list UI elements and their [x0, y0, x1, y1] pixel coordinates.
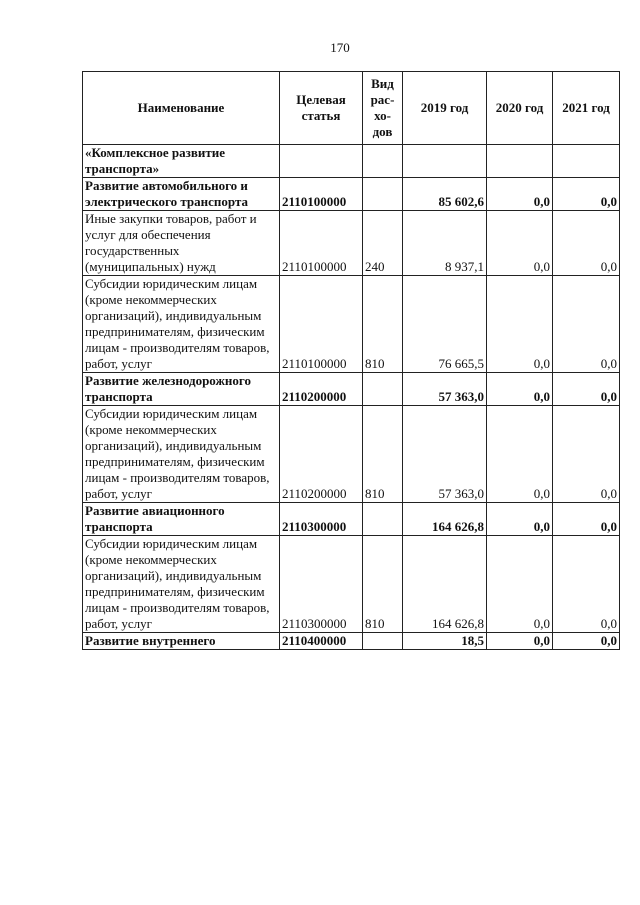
cell-2019: 164 626,8: [403, 536, 487, 633]
cell-code: 2110400000: [280, 633, 363, 650]
cell-name: «Комплексное развитие транспорта»: [83, 145, 280, 178]
cell-type: 810: [363, 406, 403, 503]
cell-code: 2110200000: [280, 406, 363, 503]
cell-2020: 0,0: [487, 503, 553, 536]
table-row: [83, 211, 620, 276]
table-row: [83, 536, 620, 633]
cell-name: Развитие внутреннего: [83, 633, 280, 650]
cell-2021: 0,0: [553, 633, 620, 650]
table-row: [83, 276, 620, 373]
header-name: Наименование: [83, 72, 280, 145]
cell-2019: 76 665,5: [403, 276, 487, 373]
cell-2021: [553, 145, 620, 178]
table-row: [83, 178, 620, 211]
cell-type: 810: [363, 536, 403, 633]
table-body: [83, 145, 620, 650]
cell-2021: 0,0: [553, 406, 620, 503]
cell-name: Иные закупки товаров, работ и услуг для обеспечения государственных (муниципальных) нужд: [83, 211, 280, 276]
cell-code: 2110100000: [280, 211, 363, 276]
cell-2019: 85 602,6: [403, 178, 487, 211]
cell-type: [363, 145, 403, 178]
table-row: [83, 503, 620, 536]
cell-2021: 0,0: [553, 373, 620, 406]
cell-code: 2110200000: [280, 373, 363, 406]
cell-type: 240: [363, 211, 403, 276]
cell-code: [280, 145, 363, 178]
cell-name: Развитие автомобильного и электрического транспорта: [83, 178, 280, 211]
cell-2021: 0,0: [553, 536, 620, 633]
table-row: [83, 406, 620, 503]
cell-name: Субсидии юридическим лицам (кроме некоммерческих организаций), индивидуальным предпринимателям, физическим лицам - производителям товаров, работ, услуг: [83, 406, 280, 503]
cell-2021: 0,0: [553, 276, 620, 373]
cell-name: Развитие железнодорожного транспорта: [83, 373, 280, 406]
cell-2020: 0,0: [487, 276, 553, 373]
cell-2019: 164 626,8: [403, 503, 487, 536]
cell-2020: 0,0: [487, 178, 553, 211]
cell-2019: 57 363,0: [403, 373, 487, 406]
header-type: Вид рас- хо- дов: [363, 72, 403, 145]
cell-2020: 0,0: [487, 633, 553, 650]
cell-type: [363, 633, 403, 650]
cell-2019: 8 937,1: [403, 211, 487, 276]
cell-name: Развитие авиационного транспорта: [83, 503, 280, 536]
page-number: 170: [330, 40, 350, 55]
table-row: [83, 633, 620, 650]
cell-2020: [487, 145, 553, 178]
header-code: Целевая статья: [280, 72, 363, 145]
cell-type: [363, 373, 403, 406]
cell-2019: [403, 145, 487, 178]
table-row: [83, 373, 620, 406]
cell-type: [363, 503, 403, 536]
table-header-row: [83, 72, 620, 145]
cell-2020: 0,0: [487, 406, 553, 503]
cell-2019: 57 363,0: [403, 406, 487, 503]
cell-2021: 0,0: [553, 178, 620, 211]
cell-2020: 0,0: [487, 211, 553, 276]
cell-2020: 0,0: [487, 536, 553, 633]
budget-table: [82, 71, 620, 650]
cell-type: [363, 178, 403, 211]
cell-2020: 0,0: [487, 373, 553, 406]
cell-2021: 0,0: [553, 503, 620, 536]
cell-name: Субсидии юридическим лицам (кроме некоммерческих организаций), индивидуальным предпринимателям, физическим лицам - производителям товаров, работ, услуг: [83, 276, 280, 373]
cell-name: Субсидии юридическим лицам (кроме некоммерческих организаций), индивидуальным предпринимателям, физическим лицам - производителям товаров, работ, услуг: [83, 536, 280, 633]
cell-2019: 18,5: [403, 633, 487, 650]
table-row: [83, 145, 620, 178]
header-2020: 2020 год: [487, 72, 553, 145]
cell-code: 2110300000: [280, 536, 363, 633]
cell-code: 2110100000: [280, 178, 363, 211]
cell-type: 810: [363, 276, 403, 373]
cell-code: 2110300000: [280, 503, 363, 536]
header-2021: 2021 год: [553, 72, 620, 145]
cell-2021: 0,0: [553, 211, 620, 276]
header-2019: 2019 год: [403, 72, 487, 145]
cell-code: 2110100000: [280, 276, 363, 373]
